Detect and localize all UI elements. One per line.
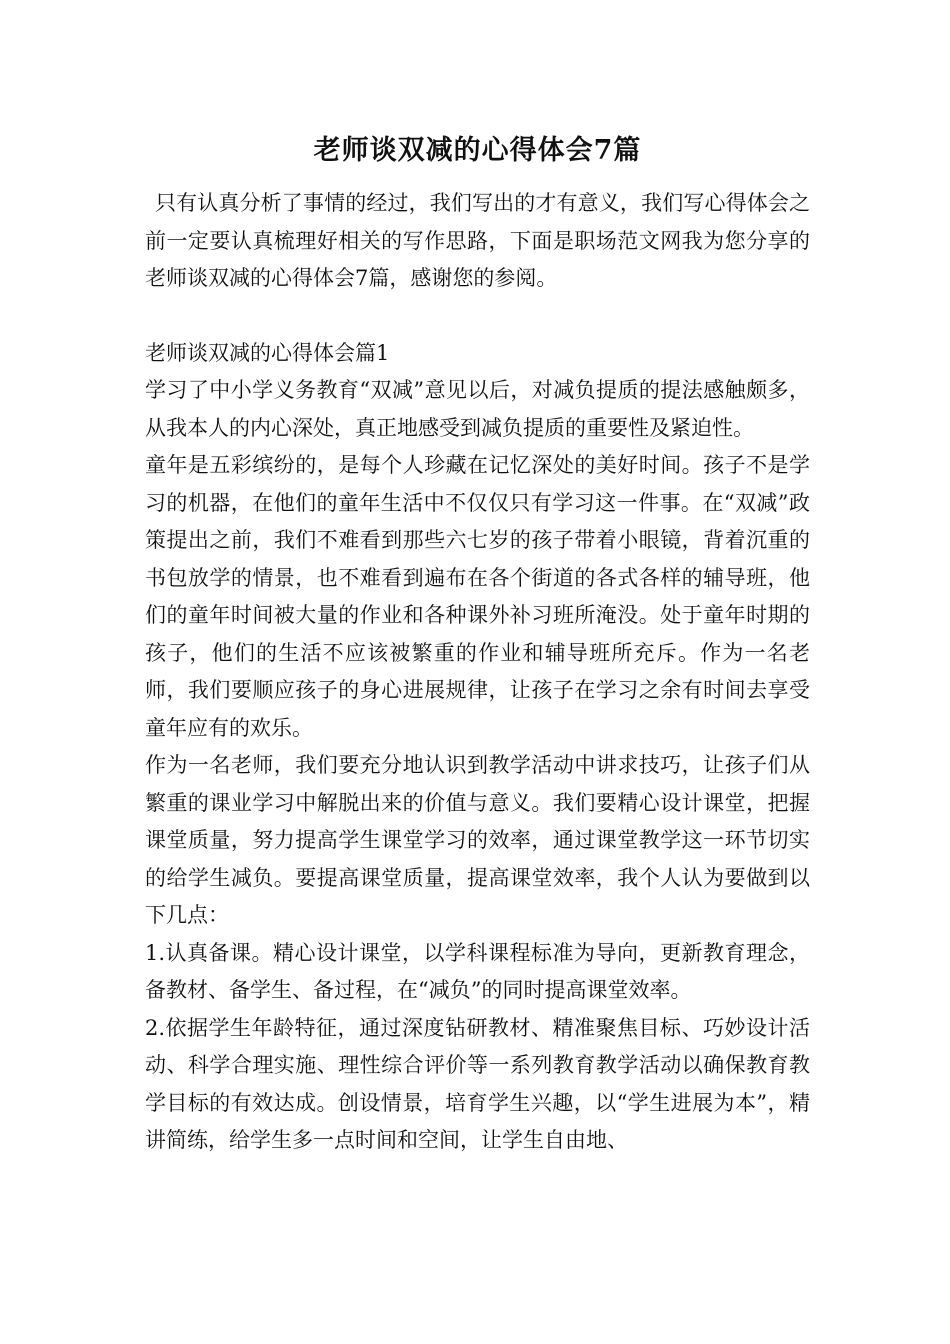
- document-page: [145, 125, 810, 1160]
- body-paragraph: 童年是五彩缤纷的，是每个人珍藏在记忆深处的美好时间。孩子不是学习的机器，在他们的童年生活中不仅仅只有学习这一件事。在“双减”政策提出之前，我们不难看到那些六七岁的孩子带着小眼镜，背着沉重的书包放学的情景，也不难看到遍布在各个街道的各式各样的辅导班，他们的童年时间被大量的作业和各种课外补习班所淹没。处于童年时期的孩子，他们的生活不应该被繁重的作业和辅导班所充斥。作为一名老师，我们要顺应孩子的身心进展规律，让孩子在学习之余有时间去享受童年应有的欢乐。: [145, 453, 810, 740]
- body-paragraph: 作为一名老师，我们要充分地认识到教学活动中讲求技巧，让孩子们从繁重的课业学习中解脱出来的价值与意义。我们要精心设计课堂，把握课堂质量，努力提高学生课堂学习的效率，通过课堂教学这一环节切实的给学生减负。要提高课堂质量，提高课堂效率，我个人认为要做到以下几点：: [145, 753, 810, 927]
- paragraph-gap: [145, 298, 810, 335]
- section-heading: 老师谈双减的心得体会篇1: [145, 340, 390, 365]
- list-item: 1.认真备课。精心设计课堂，以学科课程标准为导向，更新教育理念，备教材、备学生、备过程，在“减负”的同时提高课堂效率。: [145, 940, 810, 1002]
- list-item: 2.依据学生年龄特征，通过深度钻研教材、精准聚焦目标、巧妙设计活动、科学合理实施、理性综合评价等一系列教育教学活动以确保教育教学目标的有效达成。创设情景，培育学生兴趣，以“学生进展为本”，精讲简练，给学生多一点时间和空间，让学生自由地、: [145, 1015, 810, 1152]
- intro-paragraph: 只有认真分析了事情的经过，我们写出的才有意义，我们写心得体会之前一定要认真梳理好相关的写作思路，下面是职场范文网我为您分享的老师谈双减的心得体会7篇，感谢您的参阅。: [145, 191, 810, 290]
- document-title: 老师谈双减的心得体会7篇: [313, 135, 642, 166]
- body-paragraph: 学习了中小学义务教育“双减”意见以后，对减负提质的提法感触颇多，从我本人的内心深处，真正地感受到减负提质的重要性及紧迫性。: [145, 378, 810, 440]
